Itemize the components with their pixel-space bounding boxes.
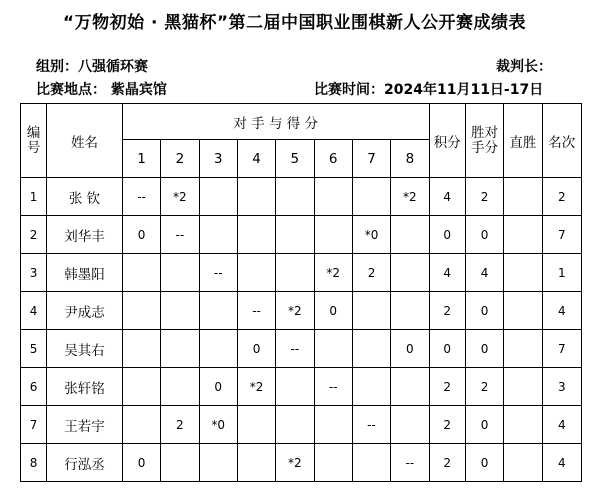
opp-score-cell: 0 — [465, 330, 503, 368]
direct-cell — [504, 178, 542, 216]
score-cell: 0 — [199, 368, 237, 406]
direct-cell — [504, 292, 542, 330]
score-cell — [276, 368, 314, 406]
player-name: 尹成志 — [47, 292, 123, 330]
player-name: 行泓丞 — [47, 444, 123, 482]
table-row — [21, 330, 582, 368]
score-cell: 0 — [314, 292, 352, 330]
points-cell: 4 — [429, 178, 465, 216]
score-cell — [276, 254, 314, 292]
player-name: 吴其右 — [47, 330, 123, 368]
opp-score-cell: 0 — [465, 406, 503, 444]
player-number: 6 — [21, 368, 47, 406]
results-table — [20, 103, 582, 482]
header-direct: 直胜 — [504, 104, 542, 178]
score-cell — [352, 178, 390, 216]
score-cell — [237, 444, 275, 482]
score-cell — [199, 216, 237, 254]
table-row — [21, 254, 582, 292]
points-cell: 2 — [429, 292, 465, 330]
score-cell — [352, 444, 390, 482]
player-name: 张 钦 — [47, 178, 123, 216]
score-cell: -- — [237, 292, 275, 330]
player-number: 8 — [21, 444, 47, 482]
referee-label: 裁判长： — [496, 59, 552, 75]
header-opp-score: 胜对手分 — [465, 104, 503, 178]
table-row — [21, 178, 582, 216]
rank-cell: 7 — [542, 330, 581, 368]
score-cell — [237, 254, 275, 292]
score-cell — [122, 368, 160, 406]
table-row — [21, 216, 582, 254]
rank-cell: 4 — [542, 292, 581, 330]
score-cell — [199, 330, 237, 368]
score-cell — [161, 444, 199, 482]
player-number: 1 — [21, 178, 47, 216]
page-title: “万物初始 · 黑猫杯”第二届中国职业围棋新人公开赛成绩表 — [62, 13, 527, 33]
score-cell: *2 — [391, 178, 429, 216]
score-cell: -- — [199, 254, 237, 292]
direct-cell — [504, 330, 542, 368]
header-opponent-4: 4 — [237, 140, 275, 178]
score-cell — [199, 292, 237, 330]
header-opponent-3: 3 — [199, 140, 237, 178]
rank-cell: 1 — [542, 254, 581, 292]
table-row — [21, 292, 582, 330]
score-cell: 0 — [237, 330, 275, 368]
score-cell: 0 — [122, 216, 160, 254]
score-cell — [161, 254, 199, 292]
score-cell: -- — [314, 368, 352, 406]
score-cell — [276, 406, 314, 444]
direct-cell — [504, 444, 542, 482]
score-cell: *0 — [352, 216, 390, 254]
score-cell: *2 — [314, 254, 352, 292]
score-cell — [314, 216, 352, 254]
header-opponent-6: 6 — [314, 140, 352, 178]
score-cell: 0 — [391, 330, 429, 368]
table-row — [21, 406, 582, 444]
header-opponent-2: 2 — [161, 140, 199, 178]
score-cell: -- — [391, 444, 429, 482]
header-opponent-7: 7 — [352, 140, 390, 178]
opp-score-cell: 0 — [465, 216, 503, 254]
score-cell — [391, 406, 429, 444]
score-cell: -- — [276, 330, 314, 368]
header-opponent-1: 1 — [122, 140, 160, 178]
score-cell — [161, 368, 199, 406]
points-cell: 0 — [429, 216, 465, 254]
score-cell — [276, 216, 314, 254]
score-cell — [352, 292, 390, 330]
header-opponent-8: 8 — [391, 140, 429, 178]
player-name: 韩墨阳 — [47, 254, 123, 292]
score-cell: 2 — [161, 406, 199, 444]
score-cell — [237, 406, 275, 444]
score-cell — [314, 178, 352, 216]
score-cell — [161, 292, 199, 330]
points-cell: 2 — [429, 368, 465, 406]
score-cell — [391, 216, 429, 254]
score-cell — [391, 368, 429, 406]
player-number: 5 — [21, 330, 47, 368]
header-points: 积分 — [429, 104, 465, 178]
score-cell — [122, 330, 160, 368]
points-cell: 0 — [429, 330, 465, 368]
score-cell — [237, 216, 275, 254]
header-name: 姓名 — [47, 104, 123, 178]
header-rank: 名次 — [542, 104, 581, 178]
opp-score-cell: 4 — [465, 254, 503, 292]
score-cell: *0 — [199, 406, 237, 444]
score-cell: *2 — [276, 292, 314, 330]
opp-score-cell: 2 — [465, 178, 503, 216]
group-label: 组别：八强循环赛 — [36, 59, 148, 75]
opp-score-cell: 0 — [465, 444, 503, 482]
player-number: 2 — [21, 216, 47, 254]
player-number: 4 — [21, 292, 47, 330]
score-cell — [391, 254, 429, 292]
score-cell — [276, 178, 314, 216]
score-cell: -- — [352, 406, 390, 444]
score-cell — [199, 444, 237, 482]
score-cell: -- — [122, 178, 160, 216]
score-cell — [314, 406, 352, 444]
score-cell: 2 — [352, 254, 390, 292]
score-cell — [391, 292, 429, 330]
rank-cell: 3 — [542, 368, 581, 406]
points-cell: 2 — [429, 406, 465, 444]
direct-cell — [504, 406, 542, 444]
score-cell — [314, 330, 352, 368]
rank-cell: 4 — [542, 444, 581, 482]
score-cell: *2 — [237, 368, 275, 406]
score-cell: *2 — [276, 444, 314, 482]
score-cell — [122, 292, 160, 330]
direct-cell — [504, 368, 542, 406]
table-row — [21, 444, 582, 482]
table-row — [21, 368, 582, 406]
points-cell: 4 — [429, 254, 465, 292]
score-cell — [161, 330, 199, 368]
score-cell — [314, 444, 352, 482]
header-opponent-score: 对 手 与 得 分 — [122, 104, 429, 140]
direct-cell — [504, 216, 542, 254]
score-cell — [237, 178, 275, 216]
score-cell — [122, 254, 160, 292]
direct-cell — [504, 254, 542, 292]
date-label: 比赛时间：2024年11月11日-17日 — [314, 82, 544, 98]
score-cell — [122, 406, 160, 444]
player-number: 3 — [21, 254, 47, 292]
player-number: 7 — [21, 406, 47, 444]
score-cell — [352, 330, 390, 368]
player-name: 刘华丰 — [47, 216, 123, 254]
opp-score-cell: 2 — [465, 368, 503, 406]
rank-cell: 4 — [542, 406, 581, 444]
score-cell — [352, 368, 390, 406]
opp-score-cell: 0 — [465, 292, 503, 330]
player-name: 张轩铭 — [47, 368, 123, 406]
rank-cell: 7 — [542, 216, 581, 254]
score-cell — [199, 178, 237, 216]
points-cell: 2 — [429, 444, 465, 482]
score-cell: -- — [161, 216, 199, 254]
header-number: 编号 — [21, 104, 47, 178]
header-opponent-5: 5 — [276, 140, 314, 178]
score-cell: *2 — [161, 178, 199, 216]
score-cell: 0 — [122, 444, 160, 482]
rank-cell: 2 — [542, 178, 581, 216]
player-name: 王若宇 — [47, 406, 123, 444]
venue-label: 比赛地点： 紫晶宾馆 — [36, 82, 167, 98]
